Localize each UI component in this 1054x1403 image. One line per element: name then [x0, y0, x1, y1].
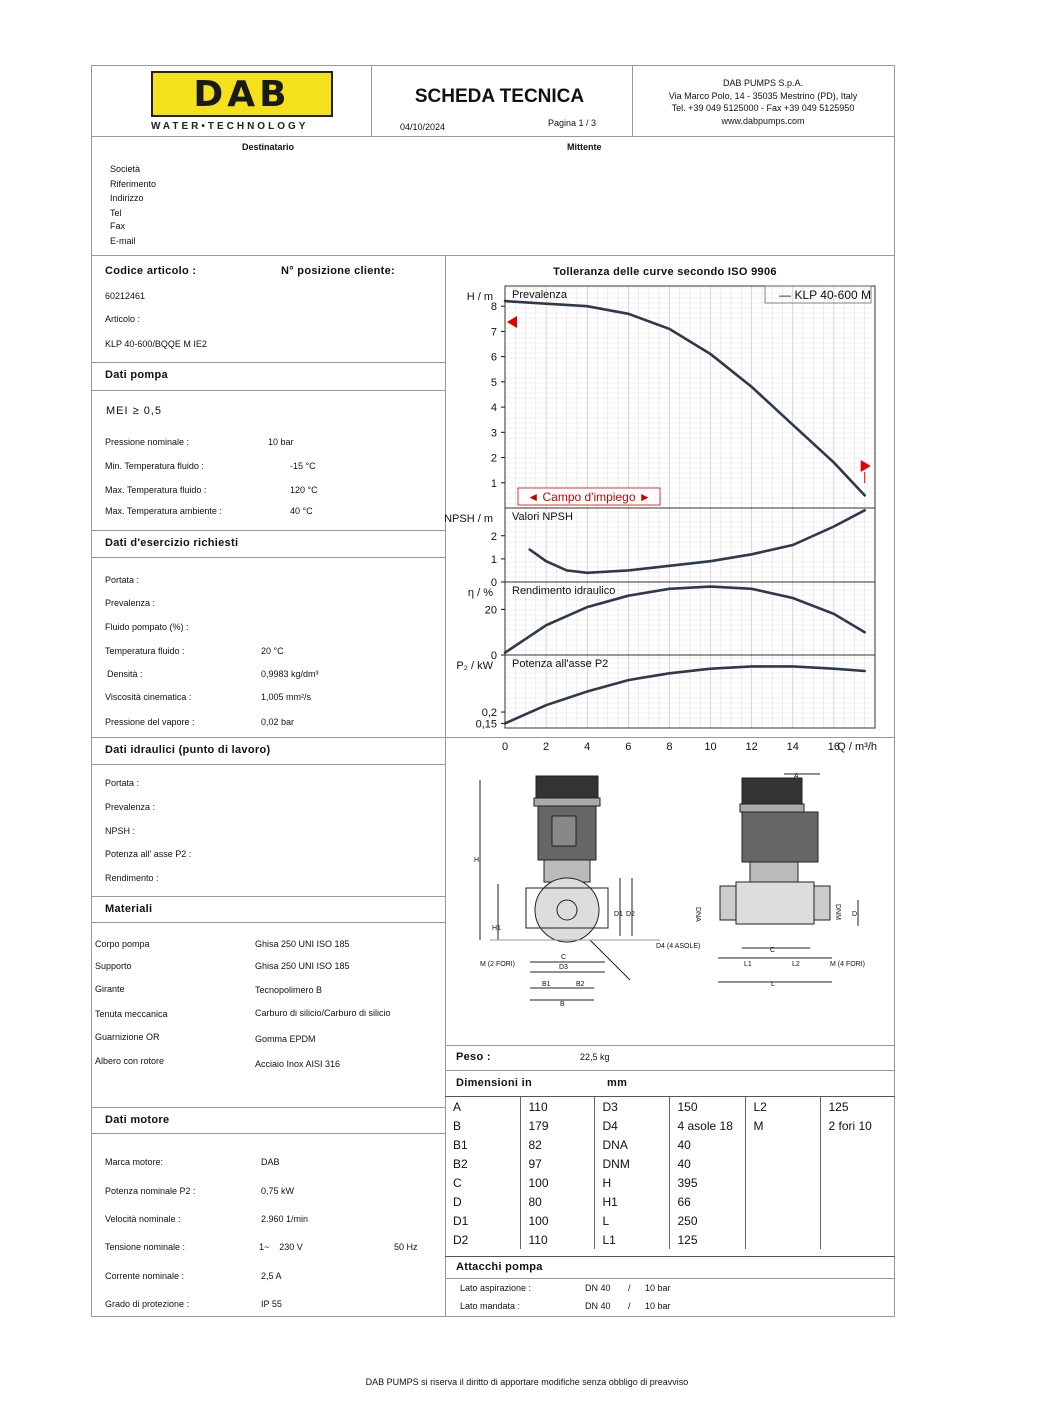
material-value: Carburo di silicio/Carburo di silicio	[255, 1008, 391, 1018]
panel-label: Prevalenza	[512, 289, 568, 301]
dimension-key: B	[453, 1118, 462, 1133]
document-date: 04/10/2024	[400, 122, 446, 132]
divider	[91, 764, 445, 765]
operating-range-label: ◄ Campo d'impiego ►	[527, 490, 651, 504]
company-info	[633, 77, 893, 127]
dimension-key	[745, 1211, 820, 1230]
dim-label: C	[770, 947, 776, 954]
dimension-value: 150	[669, 1097, 745, 1116]
spec-label: Pressione nominale :	[105, 437, 190, 447]
dim-label: DNA	[694, 907, 701, 922]
dimension-key: DNM	[594, 1154, 669, 1173]
divider	[91, 136, 895, 137]
spec-label: Temperatura fluido :	[105, 646, 185, 656]
divider	[91, 922, 445, 923]
dimension-key	[745, 1135, 820, 1154]
material-label: Girante	[95, 984, 125, 994]
dim-label: M (4 FORI)	[830, 961, 865, 968]
divider	[445, 1070, 895, 1071]
x-axis-label: Q / m³/h	[837, 741, 877, 753]
dim-label: D2	[626, 911, 635, 918]
dimension-value	[820, 1135, 895, 1154]
motor-value: 0,75 kW	[261, 1186, 295, 1196]
y-tick-label: 1	[490, 553, 497, 566]
dimension-key: D3	[594, 1097, 669, 1116]
dim-label: B1	[542, 981, 551, 988]
motor-label: Velocità nominale :	[105, 1214, 181, 1224]
y-tick-label: 4	[490, 402, 497, 415]
y-axis-label: H / m	[466, 291, 493, 303]
range-end-marker	[861, 460, 871, 472]
dimension-value	[820, 1154, 895, 1173]
motor-label: Grado di protezione :	[105, 1299, 190, 1309]
sender-heading: Mittente	[567, 142, 602, 152]
panel-label: Valori NPSH	[512, 511, 573, 523]
mei-value: MEI ≥ 0,5	[106, 405, 162, 417]
x-tick-label: 10	[704, 741, 717, 753]
motor-label: Tensione nominale :	[105, 1242, 186, 1252]
divider	[91, 1107, 445, 1108]
motor-value: 2,5 A	[261, 1271, 282, 1281]
panel-label: Rendimento idraulico	[512, 585, 616, 597]
x-tick-label: 6	[625, 741, 632, 753]
divider	[91, 390, 445, 391]
dim-label: L1	[744, 961, 752, 968]
company-name: DAB PUMPS S.p.A.	[722, 78, 804, 88]
article-name: KLP 40-600/BQQE M IE2	[105, 339, 207, 349]
dimension-key: D4	[594, 1116, 669, 1135]
dim-label: D3	[559, 964, 568, 971]
dim-label: DNM	[834, 904, 841, 920]
y-tick-label: 7	[490, 326, 497, 339]
hydraulic-data-heading: Dati idraulici (punto di lavoro)	[105, 744, 271, 756]
pump-side-drawing	[470, 770, 700, 1010]
company-phone: Tel. +39 049 5125000 - Fax +39 049 5125950	[671, 103, 855, 113]
terminal-box	[552, 816, 576, 846]
dimension-value	[820, 1173, 895, 1192]
x-tick-label: 14	[786, 741, 799, 753]
y-tick-label: 0,15	[475, 718, 497, 731]
dimension-key: DNA	[594, 1135, 669, 1154]
spec-value: 120 °C	[290, 485, 318, 495]
material-value: Acciaio Inox AISI 316	[255, 1059, 341, 1069]
spec-label: Max. Temperatura fluido :	[105, 485, 207, 495]
y-axis-label: η / %	[467, 587, 493, 599]
series-curve	[530, 510, 865, 573]
x-tick-label: 0	[501, 741, 509, 753]
delivery-flange	[814, 886, 830, 920]
y-tick-label: 8	[490, 301, 497, 314]
spec-label: Viscosità cinematica :	[105, 692, 192, 702]
dimension-value: 250	[669, 1211, 745, 1230]
y-tick-label: 2	[490, 452, 497, 465]
recipient-field: Indirizzo	[110, 193, 144, 204]
dimension-key: L1	[594, 1230, 669, 1249]
material-label: Supporto	[95, 961, 132, 971]
dimensions-table	[445, 1097, 895, 1249]
spec-value: 20 °C	[261, 646, 284, 656]
company-address: Via Marco Polo, 14 - 35035 Mestrino (PD), Italy	[668, 90, 858, 101]
dim-label: M (2 FORI)	[480, 961, 515, 968]
dim-label: C	[561, 954, 567, 961]
x-tick-label: 16	[827, 741, 841, 753]
dimension-key: L2	[745, 1097, 820, 1116]
dim-label: D1	[614, 911, 623, 918]
dim-label: B2	[576, 981, 585, 988]
brand-name: DAB	[193, 74, 291, 115]
document-title: SCHEDA TECNICA	[414, 86, 585, 107]
motor-bracket	[750, 862, 798, 882]
dimension-value: 40	[669, 1135, 745, 1154]
motor-ring	[534, 798, 600, 806]
y-tick-label: 20	[484, 604, 497, 617]
dimension-value: 179	[520, 1116, 594, 1135]
dimension-key: H	[594, 1173, 669, 1192]
series-curve	[505, 666, 865, 723]
motor-value: IP 55	[261, 1299, 282, 1309]
connection-separator: /	[628, 1301, 631, 1311]
spec-label: Prevalenza :	[105, 802, 156, 812]
spec-label: Fluido pompato (%) :	[105, 622, 189, 632]
recipient-fields	[110, 162, 156, 249]
motor-ring	[740, 804, 804, 812]
dimension-key: A	[453, 1099, 462, 1114]
y-tick-label: 0	[490, 577, 497, 589]
spec-label: Portata :	[105, 575, 140, 585]
spec-label: Potenza all' asse P2 :	[105, 849, 192, 859]
weight-label: Peso :	[456, 1051, 491, 1063]
y-axis-label: P₂ / kW	[456, 660, 493, 672]
materials-heading: Materiali	[105, 903, 153, 915]
customer-position-label: N° posizione cliente:	[281, 265, 395, 277]
spec-value: 0,02 bar	[261, 717, 295, 727]
divider	[91, 1133, 445, 1134]
dim-label: A	[794, 773, 799, 780]
connections-heading: Attacchi pompa	[456, 1261, 543, 1273]
connection-label: Lato aspirazione :	[460, 1283, 532, 1293]
spec-label: Prevalenza :	[105, 598, 156, 608]
suction-flange	[720, 886, 736, 920]
motor-frequency: 50 Hz	[394, 1242, 418, 1252]
brand-tagline: WATER•TECHNOLOGY	[151, 121, 309, 132]
dimension-key: L	[594, 1211, 669, 1230]
table-row	[445, 1116, 895, 1135]
performance-chart	[440, 282, 885, 752]
motor-fan-cover	[742, 778, 802, 804]
spec-value: 10 bar	[268, 437, 294, 447]
footer-disclaimer: DAB PUMPS si riserva il diritto di apportare modifiche senza obbligo di preavviso	[365, 1377, 689, 1387]
dimension-key: H1	[594, 1192, 669, 1211]
table-row	[445, 1135, 895, 1154]
dimension-value: 80	[520, 1192, 594, 1211]
dimension-value: 395	[669, 1173, 745, 1192]
y-tick-label: 0	[490, 650, 497, 662]
dimension-value	[820, 1211, 895, 1230]
dimension-value	[820, 1192, 895, 1211]
spec-value: 1,005 mm²/s	[261, 692, 312, 702]
divider	[91, 362, 445, 363]
recipient-heading: Destinatario	[242, 142, 295, 152]
material-label: Guarnizione OR	[95, 1032, 160, 1042]
dab-logo	[151, 71, 333, 117]
panel-label: Potenza all'asse P2	[512, 658, 609, 670]
dimension-value: 97	[520, 1154, 594, 1173]
motor-value: 1~ 230 V	[259, 1242, 303, 1252]
weight-value: 22,5 kg	[580, 1052, 610, 1062]
pump-casing	[736, 882, 814, 924]
spec-label: Pressione del vapore :	[105, 717, 195, 727]
connection-dn: DN 40	[585, 1301, 611, 1311]
divider	[445, 1256, 895, 1257]
spec-label: Densità :	[107, 669, 143, 679]
x-tick-label: 12	[745, 741, 758, 753]
dimension-value: 40	[669, 1154, 745, 1173]
dimension-line-d4	[590, 940, 630, 980]
material-label: Corpo pompa	[95, 939, 150, 949]
spec-label: Portata :	[105, 778, 140, 788]
dimension-value: 110	[520, 1230, 594, 1249]
article-code: 60212461	[105, 291, 146, 301]
dim-label: L	[771, 981, 775, 988]
article-label: Articolo :	[105, 314, 141, 324]
dimension-key	[745, 1154, 820, 1173]
material-value: Ghisa 250 UNI ISO 185	[255, 939, 350, 949]
article-code-label: Codice articolo :	[105, 265, 197, 277]
motor-label: Corrente nominale :	[105, 1271, 185, 1281]
dim-label: L2	[792, 961, 800, 968]
chart-title: Tolleranza delle curve secondo ISO 9906	[553, 266, 777, 278]
divider	[445, 1045, 895, 1046]
dimension-value: 125	[820, 1097, 895, 1116]
x-tick-label: 4	[584, 741, 591, 753]
y-tick-label: 6	[490, 351, 497, 364]
table-row	[445, 1230, 895, 1249]
motor-data-heading: Dati motore	[105, 1114, 170, 1126]
dimension-key: C	[453, 1175, 462, 1190]
y-tick-label: 0,2	[481, 707, 497, 720]
dimension-value: 100	[520, 1173, 594, 1192]
spec-label: Min. Temperatura fluido :	[105, 461, 204, 471]
connection-dn: DN 40	[585, 1283, 611, 1293]
dimension-key: D2	[453, 1232, 469, 1247]
dim-label: B	[560, 1001, 565, 1008]
divider	[91, 255, 895, 256]
spec-value: 0,9983 kg/dm³	[261, 669, 319, 679]
dimension-value: 110	[520, 1097, 594, 1116]
material-value: Gomma EPDM	[255, 1034, 316, 1044]
dimension-value: 4 asole 18	[669, 1116, 745, 1135]
table-row	[445, 1154, 895, 1173]
connection-pressure: 10 bar	[645, 1301, 671, 1311]
pump-data-heading: Dati pompa	[105, 369, 168, 381]
company-website[interactable]: www.dabpumps.com	[721, 115, 805, 126]
divider	[91, 557, 445, 558]
operating-data-heading: Dati d'esercizio richiesti	[105, 537, 239, 549]
table-row	[445, 1097, 895, 1116]
y-tick-label: 2	[490, 530, 497, 543]
dimension-key: D1	[453, 1213, 469, 1228]
recipient-field: Riferimento	[110, 178, 157, 189]
connection-label: Lato mandata :	[460, 1301, 521, 1311]
spec-label: Max. Temperatura ambiente :	[105, 506, 222, 516]
divider	[91, 530, 445, 531]
spec-label: NPSH :	[105, 826, 136, 836]
dimension-value: 125	[669, 1230, 745, 1249]
table-row	[445, 1192, 895, 1211]
dimension-key	[745, 1173, 820, 1192]
x-tick-label: 2	[543, 741, 550, 753]
motor-fan-cover	[536, 776, 598, 798]
dimension-key: B1	[453, 1137, 468, 1152]
table-row	[445, 1173, 895, 1192]
legend-entry: — KLP 40-600 M	[779, 288, 871, 302]
dimension-value	[820, 1230, 895, 1249]
dimension-key	[745, 1230, 820, 1249]
motor-value: DAB	[261, 1157, 280, 1167]
dimensions-unit: mm	[607, 1077, 628, 1089]
recipient-field: Tel	[110, 207, 122, 218]
dimensions-heading: Dimensioni in	[456, 1077, 533, 1089]
motor-body	[742, 812, 818, 862]
dim-label: H	[474, 857, 480, 864]
dim-label: D	[852, 911, 858, 918]
y-tick-label: 5	[490, 376, 497, 389]
y-tick-label: 1	[490, 477, 497, 490]
y-tick-label: 3	[490, 427, 497, 440]
dim-label: H1	[492, 925, 501, 932]
connection-pressure: 10 bar	[645, 1283, 671, 1293]
material-label: Tenuta meccanica	[95, 1009, 168, 1019]
motor-label: Potenza nominale P2 :	[105, 1186, 196, 1196]
dimension-key	[745, 1192, 820, 1211]
dimension-value: 2 fori 10	[820, 1116, 895, 1135]
spec-value: -15 °C	[290, 461, 316, 471]
dimension-value: 66	[669, 1192, 745, 1211]
motor-label: Marca motore:	[105, 1157, 164, 1167]
recipient-field: Fax	[110, 221, 126, 232]
divider	[445, 1278, 895, 1279]
y-axis-label: NPSH / m	[444, 513, 493, 525]
divider	[91, 896, 445, 897]
dimension-key: M	[745, 1116, 820, 1135]
spec-label: Rendimento :	[105, 873, 159, 883]
motor-value: 2.960 1/min	[261, 1214, 309, 1224]
material-label: Albero con rotore	[95, 1056, 165, 1066]
pump-front-drawing	[694, 770, 880, 998]
recipient-field: Società	[110, 164, 141, 174]
dimension-key: D	[453, 1194, 462, 1209]
connection-separator: /	[628, 1283, 631, 1293]
dimension-value: 82	[520, 1135, 594, 1154]
table-row	[445, 1211, 895, 1230]
recipient-field: E-mail	[110, 235, 136, 246]
page-indicator: Pagina 1 / 3	[548, 118, 597, 128]
dimension-value: 100	[520, 1211, 594, 1230]
dimension-key: B2	[453, 1156, 468, 1171]
spec-value: 40 °C	[290, 506, 313, 516]
x-tick-label: 8	[666, 741, 673, 753]
material-value: Ghisa 250 UNI ISO 185	[255, 961, 350, 971]
dim-label: D4 (4 ASOLE)	[656, 943, 701, 950]
material-value: Tecnopolimero B	[255, 985, 323, 995]
